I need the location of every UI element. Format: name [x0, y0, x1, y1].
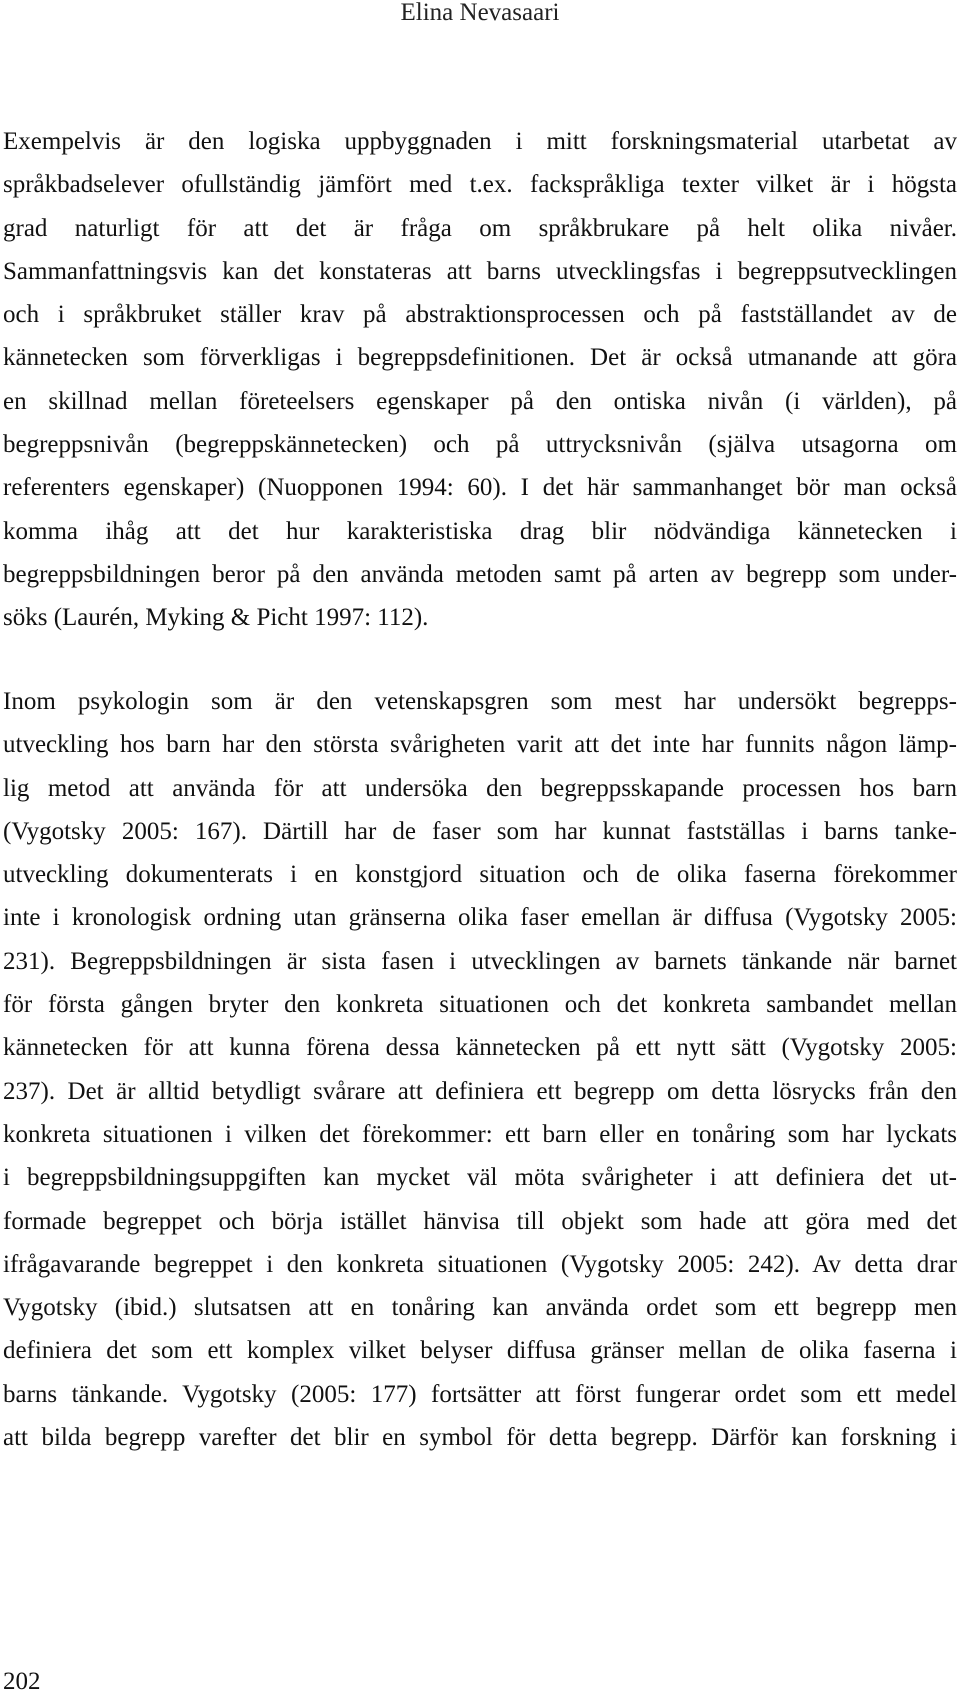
text-line: 237). Det är alltid betydligt svårare att definiera ett begrepp om detta lösrycks från den — [3, 1077, 957, 1105]
text-line: begreppsnivån (begreppskännetecken) och på uttrycksnivån (själva utsagorna om — [3, 431, 957, 459]
text-line: och i språkbruket ställer krav på abstraktionsprocessen och på fastställandet av de — [3, 301, 957, 329]
text-line: en skillnad mellan företeelsers egenskaper på den ontiska nivån (i världen), på — [3, 387, 957, 415]
text-line: söks (Laurén, Myking & Picht 1997: 112). — [3, 604, 429, 632]
text-line: inte i kronologisk ordning utan gränserna olika faser emellan är diffusa (Vygotsky 2005: — [3, 904, 957, 932]
text-line: Exempelvis är den logiska uppbyggnaden i mitt forskningsmaterial utarbetat av — [3, 128, 957, 155]
text-line: Vygotsky (ibid.) slutsatsen att en tonåring kan använda ordet som ett begrepp men — [3, 1294, 957, 1322]
running-head-author: Elina Nevasaari — [400, 0, 560, 26]
page-number: 202 — [3, 1668, 41, 1695]
text-line: definiera det som ett komplex vilket belyser diffusa gränser mellan de olika faserna i — [3, 1337, 957, 1365]
text-line: komma ihåg att det hur karakteristiska drag blir nödvändiga kännetecken i — [3, 517, 957, 545]
paragraph-2 — [3, 680, 957, 1459]
text-line: formade begreppet och börja istället hänvisa till objekt som hade att göra med det — [3, 1207, 957, 1235]
text-line: 231). Begreppsbildningen är sista fasen i utvecklingen av barnets tänkande när barnet — [3, 947, 957, 975]
text-line: Sammanfattningsvis kan det konstateras att barns utvecklingsfas i begreppsutvecklingen — [3, 257, 957, 285]
text-line: utveckling dokumenterats i en konstgjord situation och de olika faserna förekommer — [3, 861, 957, 889]
text-line: för första gången bryter den konkreta situationen och det konkreta sambandet mellan — [3, 991, 957, 1019]
text-line: barns tänkande. Vygotsky (2005: 177) fortsätter att först fungerar ordet som ett medel — [3, 1380, 957, 1408]
text-line: språkbadselever ofullständig jämfört med t.ex. fackspråkliga texter vilket är i högsta — [3, 171, 957, 199]
text-line: att bilda begrepp varefter det blir en symbol för detta begrepp. Därför kan forskning i — [3, 1424, 957, 1452]
text-line: (Vygotsky 2005: 167). Därtill har de faser som har kunnat fastställas i barns tanke- — [3, 817, 957, 845]
text-line: ifrågavarande begreppet i den konkreta situationen (Vygotsky 2005: 242). Av detta drar — [3, 1250, 957, 1278]
text-line: Inom psykologin som är den vetenskapsgren som mest har undersökt begrepps- — [3, 688, 957, 715]
text-line: konkreta situationen i vilken det förekommer: ett barn eller en tonåring som har lyckats — [3, 1120, 957, 1148]
text-line: referenters egenskaper) (Nuopponen 1994: 60). I det här sammanhanget bör man också — [3, 474, 957, 502]
text-line: kännetecken som förverkligas i begreppsdefinitionen. Det är också utmanande att göra — [3, 344, 957, 372]
text-line: lig metod att använda för att undersöka den begreppsskapande processen hos barn — [3, 774, 957, 802]
text-line: begreppsbildningen beror på den använda metoden samt på arten av begrepp som under- — [3, 560, 957, 588]
text-line: grad naturligt för att det är fråga om språkbrukare på helt olika nivåer. — [3, 214, 957, 242]
text-line: utveckling hos barn har den största svårigheten varit att det inte har funnits någon lämp- — [3, 731, 957, 759]
text-line: i begreppsbildningsuppgiften kan mycket väl möta svårigheter i att definiera det ut- — [3, 1164, 957, 1192]
paragraph-1 — [3, 120, 957, 640]
text-line: kännetecken för att kunna förena dessa kännetecken på ett nytt sätt (Vygotsky 2005: — [3, 1034, 957, 1062]
